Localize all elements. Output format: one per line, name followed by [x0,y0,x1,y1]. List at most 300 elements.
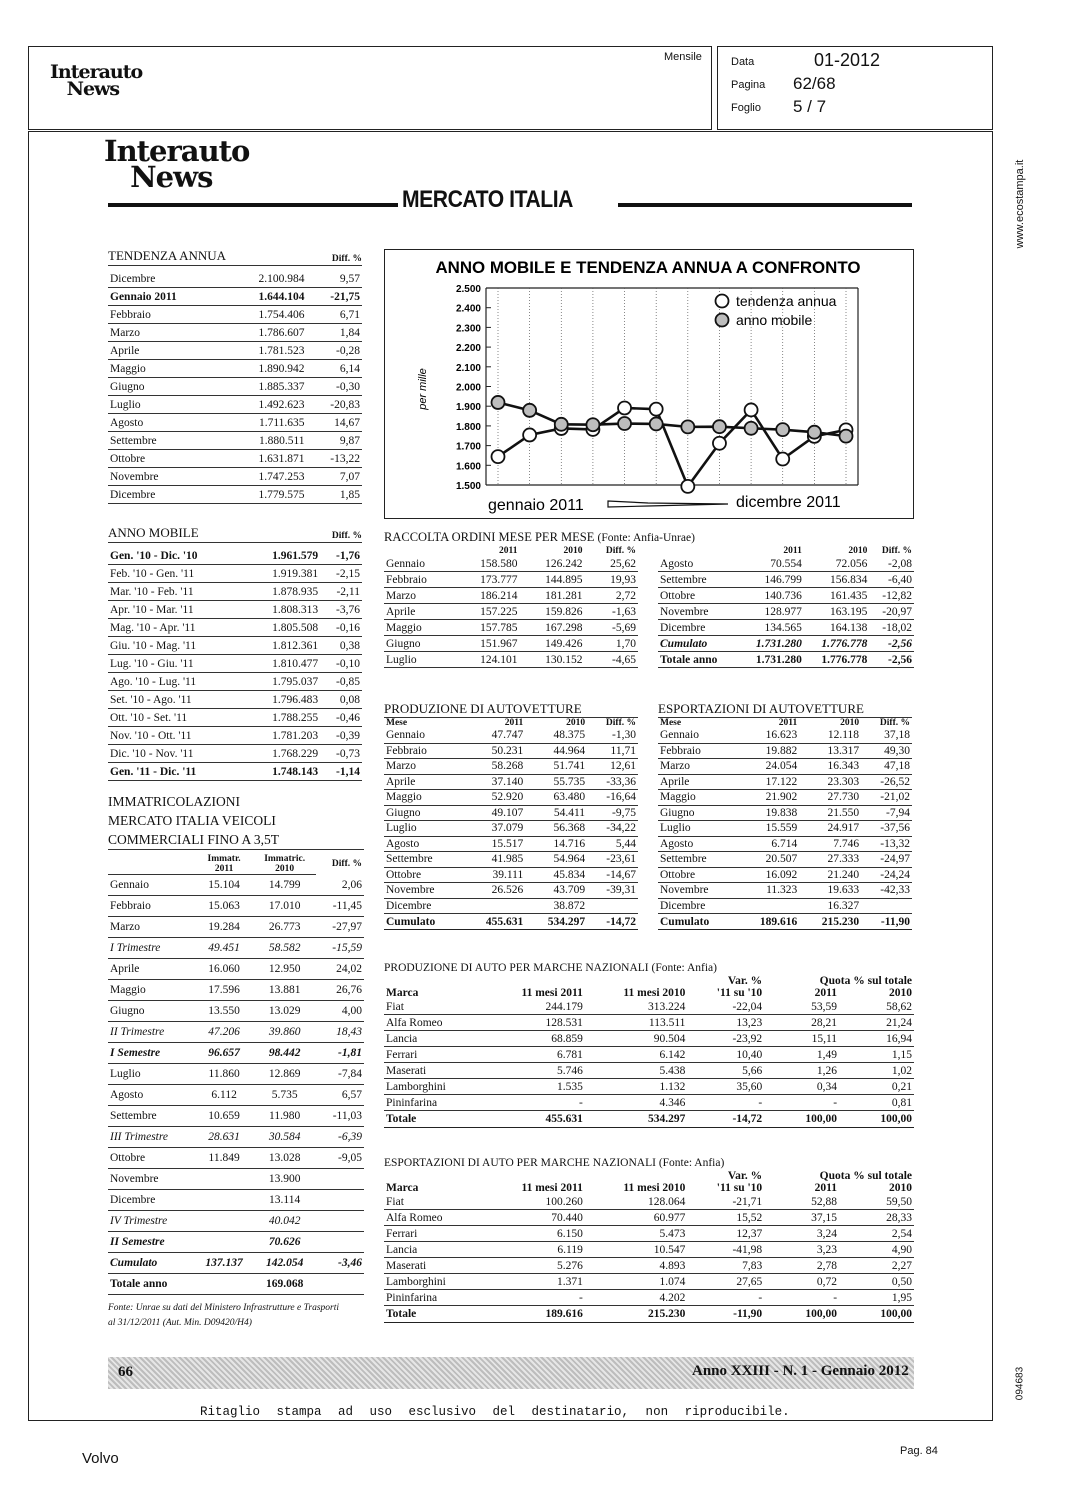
raccolta-right-label: Ottobre [658,588,738,604]
table-row [384,556,638,572]
exp_marche-b: 5.473 [585,1226,688,1242]
table-row [108,306,362,324]
anno-mobile-diff: -2,15 [320,565,362,583]
table-row [384,728,638,743]
immatr-diff: -11,45 [316,896,364,917]
esportazioni-v2011: 24.054 [737,759,799,775]
table-row [108,547,362,565]
immatr-header-2: Immatric. [264,854,306,864]
immatr-header-diff: Diff. % [331,859,362,870]
exp_marche-a: - [483,1290,585,1306]
immatr-v2010: 13.029 [253,1001,316,1022]
tendenza-label: Febbraio [108,306,224,324]
table-row [384,1031,914,1047]
produzione-v2010: 38.872 [525,898,587,914]
produzione-v2011: 52.920 [463,790,525,806]
table-row [384,852,638,868]
exp_marche-q10: 0,50 [839,1274,914,1290]
esportazioni-diff: -13,32 [861,836,912,852]
esportazioni-label: Gennaio [658,728,737,743]
esportazioni-v2010: 21.240 [799,867,861,883]
produzione-v2011: 47.747 [463,728,525,743]
footer-page-number: 66 [118,1364,133,1380]
tendenza-diff: 6,71 [307,306,362,324]
esportazioni-diff: -24,24 [861,867,912,883]
raccolta-right-diff: -2,56 [869,652,914,668]
produzione-v2011: 37.140 [463,774,525,790]
table-row [384,652,638,668]
raccolta-right-h2010: 2010 [848,546,868,556]
tendenza-value: 1.781.523 [224,342,306,360]
prod_marche-q11: 1,26 [764,1063,839,1079]
exp_marche-b: 128.064 [585,1194,688,1210]
immatricolazioni-table [108,854,364,1295]
tendenza-value: 1.754.406 [224,306,306,324]
immatr-v2011 [195,1211,253,1232]
prod-marche-source: (Fonte: Anfia) [651,962,717,974]
periodicity-label: Mensile [664,51,702,63]
tendenza-diff: 9,87 [307,432,362,450]
prod_marche-b: 5.438 [585,1063,688,1079]
anno-mobile-value: 1.748.143 [245,763,320,781]
immatr-diff [316,1169,364,1190]
immatr-v2010: 12.950 [253,959,316,980]
anno-mobile-label: Gen. '10 - Dic. '10 [108,547,245,565]
raccolta-right-v2011: 1.731.280 [738,636,803,652]
footer-pag: Pag. 84 [900,1445,938,1457]
immatr-diff: -15,59 [316,938,364,959]
produzione-v2011: 41.985 [463,852,525,868]
prod_marche-q10: 16,94 [839,1031,914,1047]
produzione-total-v2011: 455.631 [463,914,525,930]
raccolta-right-v2010: 1.776.778 [804,652,869,668]
raccolta-left-diff: 19,93 [584,572,638,588]
anno-mobile-diff: -0,73 [320,745,362,763]
exp-marche-h-marca: Marca [386,1182,419,1194]
footer-brand: Volvo [82,1450,119,1467]
exp_marche-b: 60.977 [585,1210,688,1226]
esportazioni-label: Ottobre [658,867,737,883]
esportazioni-label: Febbraio [658,743,737,759]
raccolta-right-hdiff: Diff. % [881,546,912,556]
chart-point-0 [745,403,758,416]
pagina-label: Pagina [731,79,766,91]
raccolta-left-diff: -4,65 [584,652,638,668]
exp_marche-total-b: 215.230 [585,1306,688,1323]
produzione-label: Giugno [384,805,463,821]
table-row [108,270,362,288]
prod_marche-a: 6.781 [483,1047,585,1063]
raccolta-right-label: Cumulato [658,636,738,652]
table-row [384,1015,914,1031]
anno-mobile-value: 1.781.203 [245,727,320,745]
exp_marche-a: 1.371 [483,1274,585,1290]
immatr-v2011: 17.596 [195,980,253,1001]
exp_marche-var: -41,98 [687,1242,764,1258]
table-row [384,790,638,806]
immatr-diff: 6,57 [316,1085,364,1106]
raccolta-right-label: Agosto [658,556,738,572]
table-row [108,1232,364,1253]
chart-y-tick-label: 2.100 [455,362,481,374]
table-row [108,1043,364,1064]
table-row [658,774,912,790]
immatr-diff: -7,84 [316,1064,364,1085]
table-row [108,1001,364,1022]
trend-chart [386,251,911,516]
table-row [658,836,912,852]
esportazioni-v2010: 23.303 [799,774,861,790]
header-logo-line1: Interauto [50,61,143,83]
prod_marche-q11: 0,34 [764,1079,839,1095]
esportazioni-v2010: 24.917 [799,821,861,837]
esportazioni-v2011 [737,898,799,914]
chart-point-0 [618,401,631,414]
table-row [658,572,914,588]
raccolta-right-diff: -2,08 [869,556,914,572]
prod_marche-q11: - [764,1095,839,1111]
tendenza-label: Marzo [108,324,224,342]
anno-mobile-value: 1.808.313 [245,601,320,619]
table-row [384,1274,914,1290]
chart-point-0 [713,437,726,450]
immatr-v2010: 58.582 [253,938,316,959]
prod_marche-total-q11: 100,00 [764,1111,839,1128]
esportazioni-diff: 49,30 [861,743,912,759]
prod_marche-a: 128.531 [483,1015,585,1031]
prod_marche-marca: Lamborghini [384,1079,483,1095]
exp_marche-q10: 59,50 [839,1194,914,1210]
table-row [658,821,912,837]
anno-mobile-diff: -2,11 [320,583,362,601]
chart-point-0 [492,450,505,463]
tendenza-title: TENDENZA ANNUA [108,248,227,263]
tendenza-diff: 6,14 [307,360,362,378]
prod_marche-var: -22,04 [687,999,764,1015]
immatr-v2011 [195,1169,253,1190]
exp_marche-b: 1.074 [585,1274,688,1290]
anno-mobile-value: 1.796.483 [245,691,320,709]
exp_marche-var: - [687,1290,764,1306]
chart-point-1 [555,418,568,431]
table-row [108,486,362,504]
prod_marche-var: -23,92 [687,1031,764,1047]
prod_marche-q10: 0,21 [839,1079,914,1095]
immatr-v2010: 17.010 [253,896,316,917]
immatr-diff [316,1211,364,1232]
produzione-diff: -14,67 [587,867,638,883]
raccolta-right-diff: -18,02 [869,620,914,636]
table-row [384,1063,914,1079]
immatr-v2010: 142.054 [253,1253,316,1274]
immatr-v2010: 13.900 [253,1169,316,1190]
raccolta-right-v2011: 70.554 [738,556,803,572]
produzione-h-mese: Mese [386,718,408,728]
prod_marche-var: 5,66 [687,1063,764,1079]
table-row [658,728,912,743]
immatr-v2011: 47.206 [195,1022,253,1043]
produzione-diff: 5,44 [587,836,638,852]
esportazioni-v2010: 16.343 [799,759,861,775]
anno-mobile-diff: 0,08 [320,691,362,709]
chart-point-0 [650,403,663,416]
prod-marche-h-q11: 2011 [814,987,838,999]
table-row [384,636,638,652]
table-row [108,1253,364,1274]
exp_marche-var: -21,71 [687,1194,764,1210]
produzione-label: Gennaio [384,728,463,743]
prod_marche-q10: 58,62 [839,999,914,1015]
table-row [108,324,362,342]
esportazioni-diff [861,898,912,914]
immatr-v2010: 70.626 [253,1232,316,1253]
anno-mobile-label: Ott. '10 - Set. '11 [108,709,245,727]
chart-point-1 [523,404,536,417]
header-logo-line2: News [66,78,120,101]
anno-mobile-section [108,525,362,781]
immatr-diff: 4,00 [316,1001,364,1022]
anno-mobile-diff: 0,38 [320,637,362,655]
produzione-total-row [384,914,638,930]
produzione-total-label: Cumulato [384,914,463,930]
produzione-label: Febbraio [384,743,463,759]
table-row [658,867,912,883]
table-row [108,727,362,745]
table-row [658,743,912,759]
esportazioni-label: Novembre [658,883,737,899]
esportazioni-label: Aprile [658,774,737,790]
immatr-v2011: 49.451 [195,938,253,959]
immatricolazioni-title-1: IMMATRICOLAZIONI [108,794,240,809]
immatr-label: Totale anno [108,1274,195,1295]
raccolta-right-v2010: 72.056 [804,556,869,572]
immatr-label: Maggio [108,980,195,1001]
table-row [658,805,912,821]
produzione-v2011 [463,898,525,914]
prod_marche-var: 13,23 [687,1015,764,1031]
prod_marche-marca: Ferrari [384,1047,483,1063]
anno-mobile-diff-header: Diff. % [331,531,362,541]
immatr-v2011: 13.550 [195,1001,253,1022]
raccolta-right-v2010: 1.776.778 [804,636,869,652]
exp_marche-q10: 28,33 [839,1210,914,1226]
immatricolazioni-title-2: MERCATO ITALIA VEICOLI [108,813,276,828]
esportazioni-label: Giugno [658,805,737,821]
raccolta-right-v2010: 161.435 [804,588,869,604]
exp_marche-total-marca: Totale [384,1306,483,1323]
immatr-diff [316,1190,364,1211]
side-site: www.ecostampa.it [1014,159,1026,249]
produzione-title: PRODUZIONE DI AUTOVETTURE [384,701,638,718]
raccolta-left-v2010: 167.298 [519,620,584,636]
anno-mobile-diff: -1,14 [320,763,362,781]
prod_marche-a: 1.535 [483,1079,585,1095]
esportazioni-diff: -42,33 [861,883,912,899]
chart-point-1 [586,418,599,431]
raccolta-right-diff: -20,97 [869,604,914,620]
immatr-label: I Trimestre [108,938,195,959]
immatr-diff: 18,43 [316,1022,364,1043]
immatr-diff: 26,76 [316,980,364,1001]
tendenza-diff: 9,57 [307,270,362,288]
exp_marche-marca: Lamborghini [384,1274,483,1290]
anno-mobile-label: Gen. '11 - Dic. '11 [108,763,245,781]
table-row [384,1095,914,1111]
esportazioni-diff: -24,97 [861,852,912,868]
produzione-diff: -9,75 [587,805,638,821]
exp_marche-a: 6.150 [483,1226,585,1242]
prod_marche-b: 113.511 [585,1015,688,1031]
table-row [108,619,362,637]
table-row [108,917,364,938]
prod_marche-a: - [483,1095,585,1111]
immatr-v2011: 15.063 [195,896,253,917]
side-code: 094683 [1014,1366,1026,1401]
produzione-label: Ottobre [384,867,463,883]
prod_marche-total-var: -14,72 [687,1111,764,1128]
chart-y-tick-label: 1.800 [455,421,481,433]
raccolta-left-v2011: 157.785 [455,620,520,636]
table-row [658,604,914,620]
exp-marche-h-2010: 11 mesi 2010 [623,1182,686,1194]
tendenza-diff-header: Diff. % [331,254,362,264]
raccolta-right-v2011: 134.565 [738,620,803,636]
prod_marche-q10: 0,81 [839,1095,914,1111]
table-row [108,1085,364,1106]
table-row [108,896,364,917]
anno-mobile-diff: -0,10 [320,655,362,673]
prod-marche-h-marca: Marca [386,987,419,999]
prod_marche-marca: Lancia [384,1031,483,1047]
prod_marche-q10: 1,15 [839,1047,914,1063]
footer-disclaimer: Ritaglio stampa ad uso esclusivo del destinatario, non riproducibile. [200,1405,790,1419]
anno-mobile-diff: -0,16 [320,619,362,637]
raccolta-right-label: Novembre [658,604,738,620]
exp-marche-section [384,1157,914,1323]
immatr-v2011: 6.112 [195,1085,253,1106]
produzione-v2010: 43.709 [525,883,587,899]
anno-mobile-label: Feb. '10 - Gen. '11 [108,565,245,583]
immatr-v2011 [195,1190,253,1211]
immatr-v2010: 13.114 [253,1190,316,1211]
esportazioni-v2010: 12.118 [799,728,861,743]
esportazioni-diff: 37,18 [861,728,912,743]
table-row [384,1242,914,1258]
table-row [384,572,638,588]
esportazioni-h-2011: 2011 [778,718,798,728]
raccolta-left-v2010: 159.826 [519,604,584,620]
esportazioni-label: Maggio [658,790,737,806]
esportazioni-v2011: 15.559 [737,821,799,837]
raccolta-right-label: Dicembre [658,620,738,636]
table-row [108,875,364,896]
produzione-label: Agosto [384,836,463,852]
tendenza-value: 1.786.607 [224,324,306,342]
exp_marche-q11: 2,78 [764,1258,839,1274]
immatricolazioni-section [108,792,364,1331]
table-row [108,980,364,1001]
tendenza-label: Giugno [108,378,224,396]
tendenza-diff: 14,67 [307,414,362,432]
table-row [658,636,914,652]
chart-xlabel-end: dicembre 2011 [736,494,841,511]
table-row [108,601,362,619]
chart-legend-marker-0 [716,295,729,308]
raccolta-right-v2010: 163.195 [804,604,869,620]
prod-marche-table [384,975,914,1128]
esportazioni-label: Agosto [658,836,737,852]
esportazioni-label: Marzo [658,759,737,775]
exp_marche-q10: 1,95 [839,1290,914,1306]
produzione-h-diff: Diff. % [605,718,636,728]
immatr-label: Settembre [108,1106,195,1127]
table-row [108,1127,364,1148]
header-logo [50,61,143,101]
table-row [108,673,362,691]
esportazioni-diff: -26,52 [861,774,912,790]
produzione-v2010: 51.741 [525,759,587,775]
table-row [658,790,912,806]
table-row [108,1148,364,1169]
produzione-v2011: 26.526 [463,883,525,899]
exp_marche-var: 12,37 [687,1226,764,1242]
raccolta-left-v2010: 126.242 [519,556,584,572]
immatr-diff: 2,06 [316,875,364,896]
raccolta-left-v2010: 144.895 [519,572,584,588]
prod_marche-q11: 1,49 [764,1047,839,1063]
table-row [108,450,362,468]
tendenza-label: Luglio [108,396,224,414]
table-row [384,1079,914,1095]
immatricolazioni-title-3: COMMERCIALI FINO A 3,5T [108,830,364,850]
exp_marche-a: 5.276 [483,1258,585,1274]
immatr-label: II Semestre [108,1232,195,1253]
pagina-value: 62/68 [793,74,836,93]
tendenza-diff: -0,28 [307,342,362,360]
chart-point-1 [713,420,726,433]
tendenza-value: 1.779.575 [224,486,306,504]
raccolta-left-diff: -1,63 [584,604,638,620]
anno-mobile-label: Dic. '10 - Nov. '11 [108,745,245,763]
prod_marche-q10: 1,02 [839,1063,914,1079]
produzione-section [384,701,638,930]
produzione-v2010: 14.716 [525,836,587,852]
esportazioni-total-row [658,914,912,930]
section-title: MERCATO ITALIA [402,186,574,213]
table-row [384,999,914,1015]
esportazioni-diff: -37,56 [861,821,912,837]
prod-marche-h-2011: 11 mesi 2011 [521,987,583,999]
esportazioni-v2010: 27.333 [799,852,861,868]
produzione-diff: -33,36 [587,774,638,790]
tendenza-value: 2.100.984 [224,270,306,288]
prod_marche-b: 6.142 [585,1047,688,1063]
exp_marche-var: 27,65 [687,1274,764,1290]
tendenza-diff: 7,07 [307,468,362,486]
esportazioni-h-diff: Diff. % [879,718,910,728]
anno-mobile-label: Mar. '10 - Feb. '11 [108,583,245,601]
esportazioni-total-label: Cumulato [658,914,737,930]
produzione-v2010: 56.368 [525,821,587,837]
tendenza-label: Novembre [108,468,224,486]
table-row [658,852,912,868]
esportazioni-h-mese: Mese [660,718,682,728]
chart-legend-marker-1 [716,314,729,327]
produzione-label: Marzo [384,759,463,775]
tendenza-value: 1.880.511 [224,432,306,450]
table-row [108,1190,364,1211]
exp_marche-q11: 37,15 [764,1210,839,1226]
